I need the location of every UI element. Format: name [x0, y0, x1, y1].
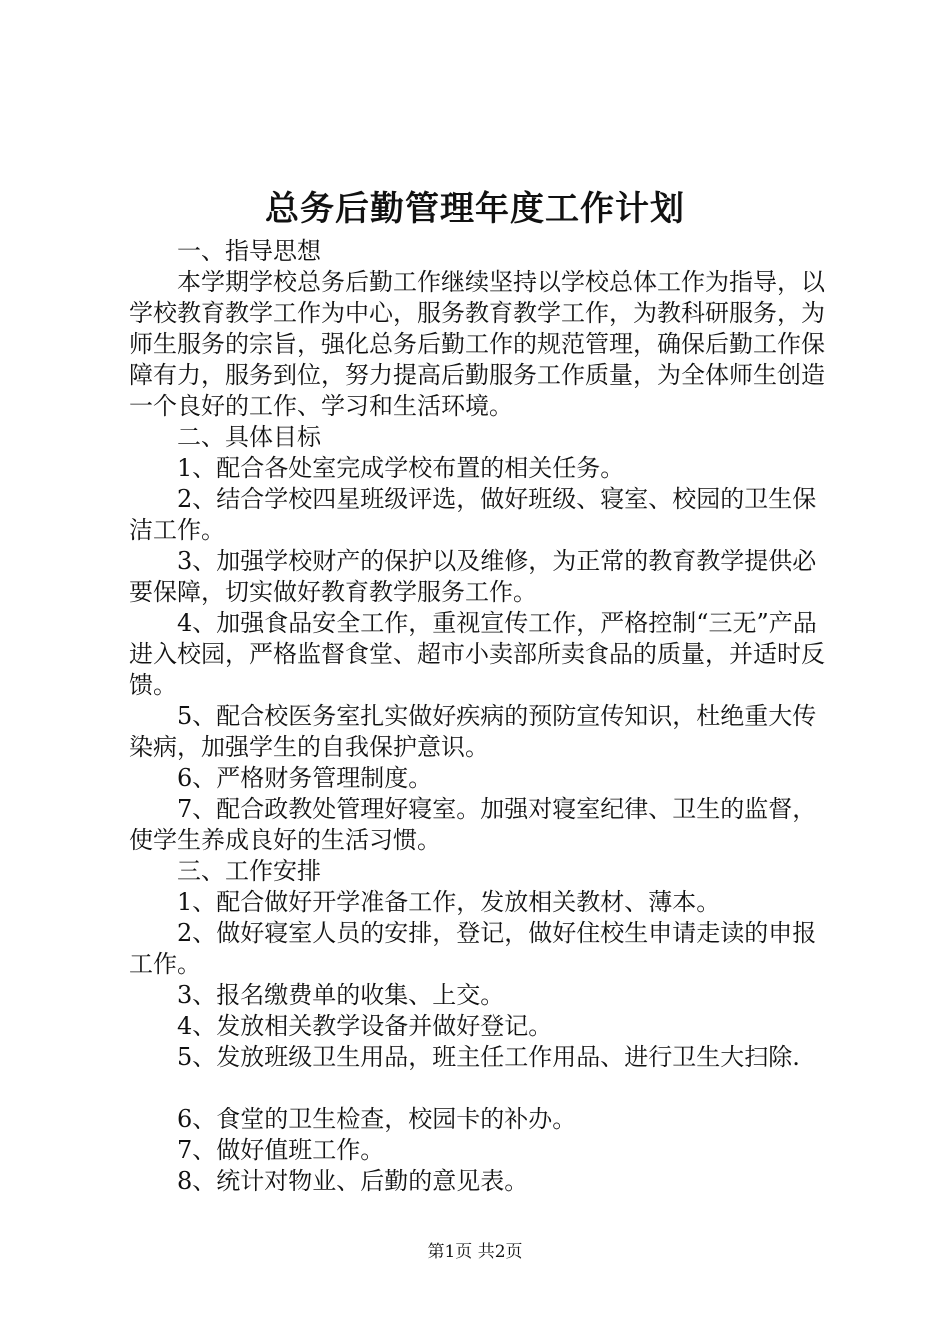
- document-title: 总务后勤管理年度工作计划: [265, 189, 685, 229]
- arrangement-item-7: 7、做好值班工作。: [177, 1136, 385, 1164]
- arrangement-item-8: 8、统计对物业、后勤的意见表。: [177, 1167, 529, 1195]
- page-number-footer: 第1页 共2页: [427, 1242, 523, 1262]
- goal-item-5: 5、配合校医务室扎实做好疾病的预防宣传知识，杜绝重大传染病，加强学生的自我保护意识。: [129, 702, 817, 761]
- arrangement-item-2: 2、做好寝室人员的安排，登记，做好住校生申请走读的申报工作。: [129, 919, 817, 978]
- goal-item-7: 7、配合政教处管理好寝室。加强对寝室纪律、卫生的监督，使学生养成良好的生活习惯。: [129, 795, 817, 854]
- goal-item-4: 4、加强食品安全工作，重视宣传工作，严格控制“三无”产品进入校园，严格监督食堂、超市小卖部所卖食品的质量，并适时反馈。: [129, 609, 825, 699]
- paragraph-guiding-ideology: 本学期学校总务后勤工作继续坚持以学校总体工作为指导，以学校教育教学工作为中心，服务教育教学工作，为教科研服务，为师生服务的宗旨，强化总务后勤工作的规范管理，确保后勤工作保障有力，服务到位，努力提高后勤服务工作质量，为全体师生创造一个良好的工作、学习和生活环境。: [129, 268, 825, 420]
- section-heading-specific-goals: 二、具体目标: [177, 423, 321, 451]
- document-body: [129, 236, 839, 1197]
- arrangement-item-1: 1、配合做好开学准备工作，发放相关教材、薄本。: [177, 888, 721, 916]
- arrangement-item-5: 5、发放班级卫生用品，班主任工作用品、进行卫生大扫除.: [177, 1043, 800, 1071]
- goal-item-1: 1、配合各处室完成学校布置的相关任务。: [177, 454, 625, 482]
- section-heading-guiding-ideology: 一、指导思想: [177, 237, 321, 265]
- arrangement-item-6: 6、食堂的卫生检查，校园卡的补办。: [177, 1105, 577, 1133]
- goal-item-2: 2、结合学校四星班级评选，做好班级、寝室、校园的卫生保洁工作。: [129, 485, 817, 544]
- goal-item-6: 6、严格财务管理制度。: [177, 764, 433, 792]
- goal-item-3: 3、加强学校财产的保护以及维修，为正常的教育教学提供必要保障，切实做好教育教学服务工作。: [129, 547, 817, 606]
- arrangement-item-4: 4、发放相关教学设备并做好登记。: [177, 1012, 553, 1040]
- section-heading-work-arrangement: 三、工作安排: [177, 857, 321, 885]
- arrangement-item-3: 3、报名缴费单的收集、上交。: [177, 981, 505, 1009]
